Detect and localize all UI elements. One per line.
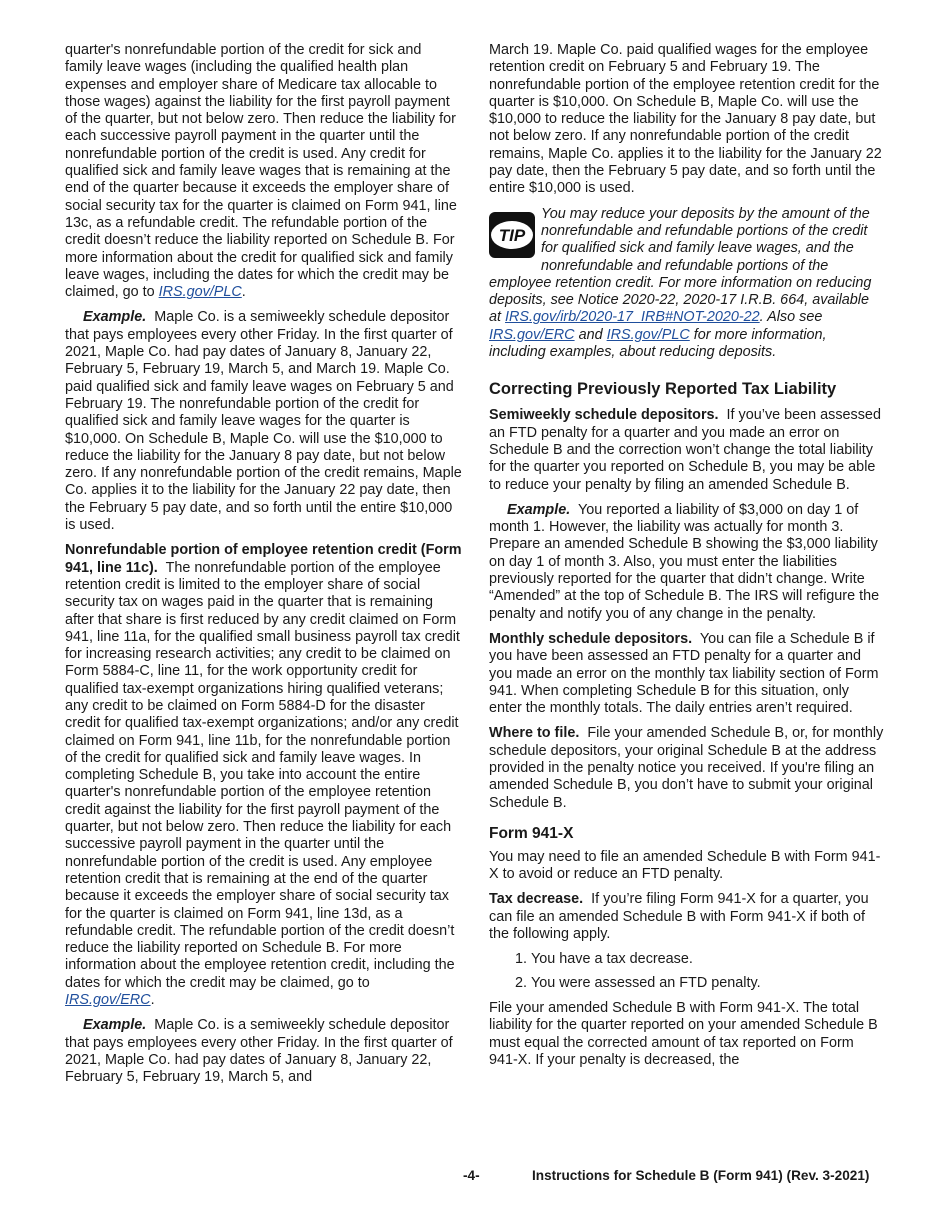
where-label: Where to file. [489,725,580,742]
tip-block: TIP You may reduce your deposits by the amount of the nonrefundable and refundable portions of the credit for qualified sick and family leave wages, and the nonrefundable and refundable portions of the employee retention credit. For more information on reducing deposits, see Notice 2020-22, 2020-17 I.R.B. 664, available at IRS.gov/irb/2020-17_IRB#NOT-2020-22. Also see IRS.gov/ERC and IRS.gov/PLC for more information, including examples, about reducing deposits. [489,205,872,361]
document-title: Instructions for Schedule B (Form 941) (Rev. 3-2021) [532,1168,870,1183]
example-label: Example. [83,309,147,326]
notice-2020-22-link[interactable]: IRS.gov/irb/2020-17_IRB#NOT-2020-22 [505,309,760,326]
irs-plc-link[interactable]: IRS.gov/PLC [158,284,242,301]
example-amended: Example. You reported a liability of $3,000 on day 1 of month 1. However, the liability was actually for month 3. Prepare an amended Schedule B showing the $3,000 liability on day 1 of month 3. Also, you must enter the liabilities previously reported for the quarter that didn’t change. Write “Amended” at the top of Schedule B. The IRS will refigure the penalty and notify you of any change in the penalty. [489,501,880,622]
tax-decrease-label: Tax decrease. [489,891,584,908]
correcting-liability-heading: Correcting Previously Reported Tax Liability [489,380,837,399]
right-column [489,42,884,1077]
paragraph-example-continued: March 19. Maple Co. paid qualified wages for the employee retention credit on February 5 and February 19. The nonrefundable portion of the employee retention credit for the quarter is $10,000. On Schedule B, Maple Co. will use the $10,000 to reduce the liability for the January 8 pay date, but not below zero. If any nonrefundable portion of the credit remains, Maple Co. applies it to the liability for the January 22 pay date, then the February 5 pay date, and so forth until the entire $10,000 is used. [489,42,882,197]
paragraph-sick-leave-credit: quarter's nonrefundable portion of the credit for sick and family leave wages (including the qualified health plan expenses and employer share of Medicare tax allocable to those wages) against the liability for the first payroll payment of the quarter, but not below zero. Then reduce the liability for each successive payroll payment in the quarter until the nonrefundable portion of the credit is used. Any credit for qualified sick and family leave wages that is remaining at the end of the quarter because it exceeds the employer share of social security tax for the quarter is claimed on Form 941, line 13c, as a refundable credit. The refundable portion of the credit doesn’t reduce the liability reported on Schedule B. For more information about the credit for qualified sick and family leave wages, including the dates for which the credit may be claimed, go to IRS.gov/PLC. [65,42,457,301]
form-941x-paragraph: You may need to file an amended Schedule B with Form 941-X to avoid or reduce an FTD penalty. [489,848,881,883]
irs-plc-link-tip[interactable]: IRS.gov/PLC [606,326,690,343]
page-number: -4- [463,1168,480,1183]
example-label: Example. [83,1017,147,1034]
semiweekly-label: Semiweekly schedule depositors. [489,407,719,424]
irs-erc-link-tip[interactable]: IRS.gov/ERC [489,326,575,343]
conditions-list [489,951,884,992]
paragraph-employee-retention-credit: Nonrefundable portion of employee retention credit (Form 941, line 11c). The nonrefundable portion of the employee retention credit is limited to the employer share of social security tax on wages paid in the quarter that is remaining after that share is first reduced by any credit claimed on Form 941, line 11a, for the qualified small business payroll tax credit for increasing research activities; any credit to be claimed on Form 5884-C, line 11, for the work opportunity credit for qualified tax-exempt organizations hiring qualified veterans; any credit to be claimed on Form 5884-D for the disaster credit for qualified tax-exempt organizations; and/or any credit claimed on Form 941, line 11b, for the nonrefundable portion of the credit for qualified sick and family leave wages. In completing Schedule B, you take into account the entire quarter's nonrefundable portion of the employee retention credit against the liability for the first payroll payment of the quarter, but not below zero. Then reduce the liability for each successive payroll payment in the quarter until the nonrefundable portion of the credit is used. Any employee retention credit that is remaining at the end of the quarter because it exceeds the employer share of social security tax for the quarter is claimed on Form 941, line 13d, as a refundable credit. The refundable portion of the credit doesn’t reduce the liability reported on Schedule B. For more information about the employee retention credit, including the dates for which the credit may be claimed, go to IRS.gov/ERC. [65,542,462,1009]
list-item: 2. You were assessed an FTD penalty. [531,975,884,992]
svg-text:TIP: TIP [498,225,526,245]
semiweekly-paragraph: Semiweekly schedule depositors. If you’ve been assessed an FTD penalty for a quarter and you made an error on Schedule B and the correction won’t change the total liability for the quarter you reported on Schedule B, you may be able to reduce your penalty by filing an amended Schedule B. [489,407,881,493]
monthly-label: Monthly schedule depositors. [489,630,693,647]
final-paragraph: File your amended Schedule B with Form 941-X. The total liability for the quarter reported on your amended Schedule B must equal the corrected amount of tax reported on Form 941-X. If your penalty is decreased, the [489,999,878,1068]
example-sick-leave: Example. Maple Co. is a semiweekly schedule depositor that pays employees every other Friday. In the first quarter of 2021, Maple Co. had pay dates of January 8, January 22, February 5, February 19, March 5, and March 19. Maple Co. paid qualified sick and family leave wages on February 5 and February 19. The nonrefundable portion of the credit for qualified sick and family leave wages for the quarter is $10,000. On Schedule B, Maple Co. will use the $10,000 to reduce the liability for the January 8 pay date, but not below zero. If any nonrefundable portion of the credit remains, Maple Co. applies it to the liability for the January 22 pay date, then the February 5 pay date, and so forth until the entire $10,000 is used. [65,309,462,534]
example-retention-credit: Example. Maple Co. is a semiweekly schedule depositor that pays employees every other Friday. In the first quarter of 2021, Maple Co. had pay dates of January 8, January 22, February 5, February 19, March 5, and [65,1017,453,1086]
page-footer [0,1168,950,1188]
monthly-paragraph: Monthly schedule depositors. You can file a Schedule B if you have been assessed an FTD penalty for a quarter and you made an error on the monthly tax liability section of Form 941. When completing Schedule B for this situation, only enter the monthly totals. The daily entries aren’t required. [489,630,879,717]
where-to-file-paragraph: Where to file. File your amended Schedule B, or, for monthly schedule depositors, your original Schedule B at the address provided in the penalty notice you received. If you're filing an amended Schedule B, you don’t have to submit your original Schedule B. [489,725,884,811]
section-heading: Nonrefundable portion of employee retention credit (Form 941, line 11c). [65,542,462,576]
form-941x-heading: Form 941-X [489,824,574,842]
list-item: 1. You have a tax decrease. [531,951,884,968]
left-column [65,42,462,1095]
example-label: Example. [507,501,571,518]
irs-erc-link[interactable]: IRS.gov/ERC [65,992,151,1009]
tip-icon [489,212,535,258]
tax-decrease-paragraph: Tax decrease. If you’re filing Form 941-X for a quarter, you can file an amended Schedule B with Form 941-X if both of the following apply. [489,891,869,943]
